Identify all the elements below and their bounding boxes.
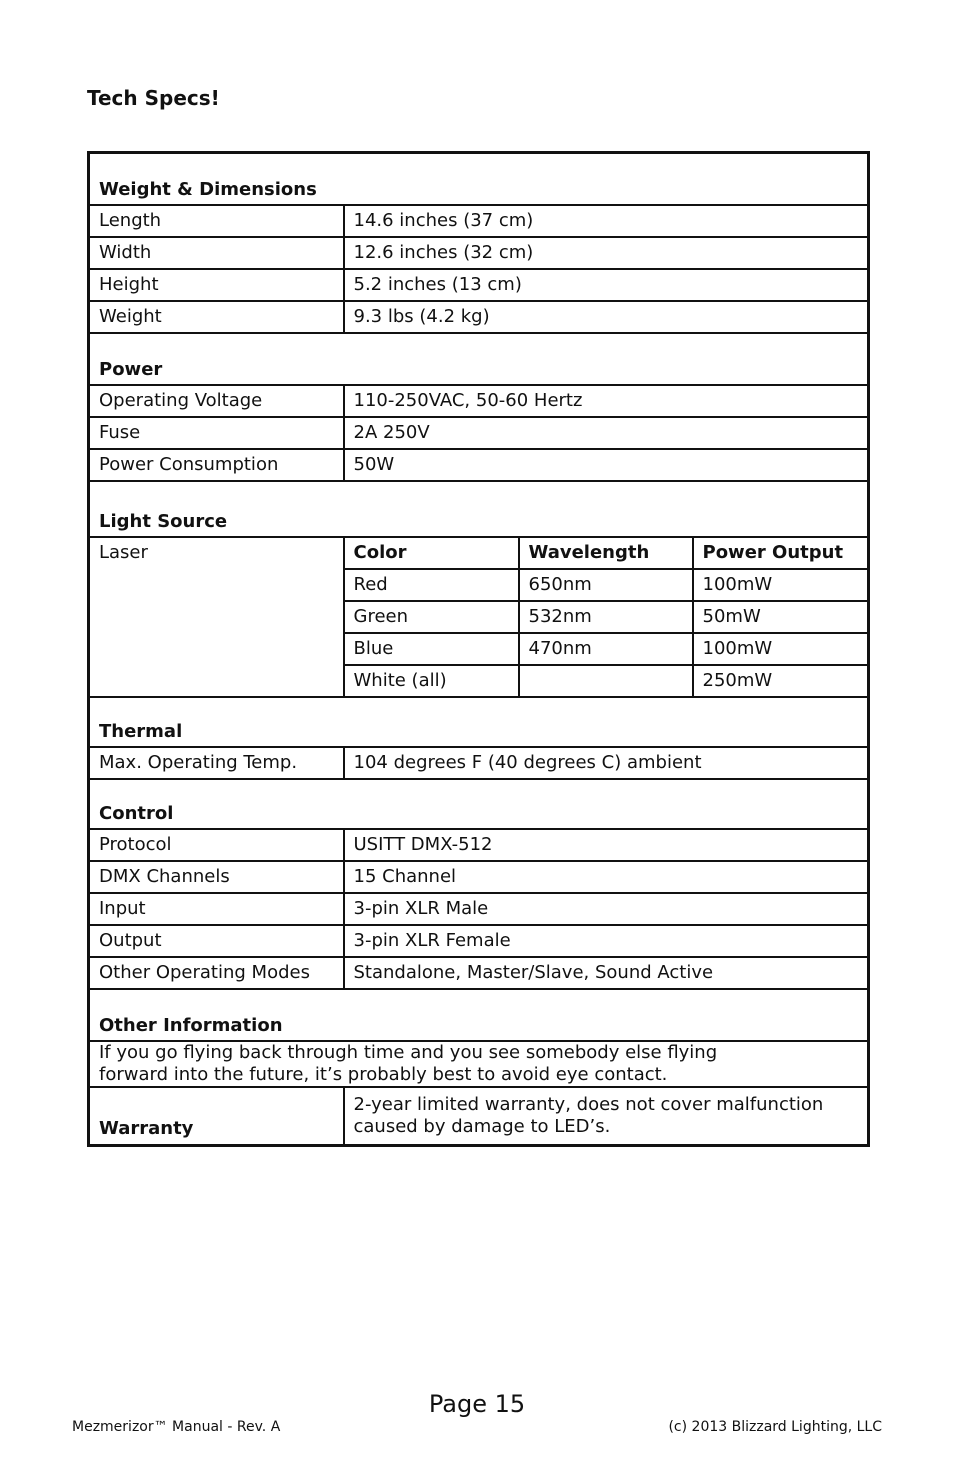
section-header-row [89,481,869,537]
section-header-row [89,989,869,1041]
table-row [89,205,869,237]
tech-specs-table [87,151,870,1147]
warranty-line: 2-year limited warranty, does not cover malfunction [353,1094,824,1115]
section-thermal-heading: Thermal [89,697,869,747]
spec-value: 3-pin XLR Female [344,925,869,957]
table-row [89,957,869,989]
table-row [89,893,869,925]
laser-color: Green [344,601,519,633]
section-header-row [89,697,869,747]
section-light-heading: Light Source [89,481,869,537]
warranty-value [344,1087,869,1146]
table-row [89,1041,869,1087]
laser-power: 250mW [693,665,869,697]
table-row [89,301,869,333]
column-header-color: Color [344,537,519,569]
warranty-label: Warranty [89,1087,344,1146]
laser-wavelength: 532nm [519,601,693,633]
spec-value: 2A 250V [344,417,869,449]
spec-value: 3-pin XLR Male [344,893,869,925]
spec-label: Max. Operating Temp. [89,747,344,779]
laser-power: 100mW [693,569,869,601]
table-row [89,269,869,301]
table-row [89,925,869,957]
laser-color: Red [344,569,519,601]
laser-wavelength [519,665,693,697]
laser-wavelength: 470nm [519,633,693,665]
spec-label: Operating Voltage [89,385,344,417]
other-information-line: If you go flying back through time and you see somebody else flying [99,1042,718,1063]
spec-value: 104 degrees F (40 degrees C) ambient [344,747,869,779]
laser-power: 50mW [693,601,869,633]
spec-value: 110-250VAC, 50-60 Hertz [344,385,869,417]
spec-label: Fuse [89,417,344,449]
spec-label-laser: Laser [89,537,344,697]
spec-label: Protocol [89,829,344,861]
spec-value: 14.6 inches (37 cm) [344,205,869,237]
table-row [89,1087,869,1146]
laser-color: Blue [344,633,519,665]
column-header-power-output: Power Output [693,537,869,569]
spec-label: Power Consumption [89,449,344,481]
laser-power: 100mW [693,633,869,665]
table-row [89,385,869,417]
spec-label: Weight [89,301,344,333]
spec-label: Width [89,237,344,269]
table-row [89,829,869,861]
section-header-row [89,779,869,829]
spec-value: 12.6 inches (32 cm) [344,237,869,269]
column-header-wavelength: Wavelength [519,537,693,569]
table-row [89,417,869,449]
spec-value: 15 Channel [344,861,869,893]
laser-wavelength: 650nm [519,569,693,601]
table-row [89,237,869,269]
page-number: Page 15 [428,1390,526,1418]
spec-value: 50W [344,449,869,481]
spec-label: Height [89,269,344,301]
other-information-text [89,1041,869,1087]
footer-copyright: (c) 2013 Blizzard Lighting, LLC [668,1419,882,1435]
section-header-row [89,333,869,385]
spec-label: Input [89,893,344,925]
laser-color: White (all) [344,665,519,697]
other-information-line: forward into the future, it’s probably best to avoid eye contact. [99,1064,668,1085]
spec-label: DMX Channels [89,861,344,893]
page-title: Tech Specs! [87,86,220,110]
spec-label: Output [89,925,344,957]
spec-label: Length [89,205,344,237]
table-row [89,449,869,481]
table-row [89,861,869,893]
section-weight-heading: Weight & Dimensions [89,153,869,206]
table-row [89,747,869,779]
footer-manual-title: Mezmerizor™ Manual - Rev. A [72,1419,281,1435]
section-power-heading: Power [89,333,869,385]
section-header-row [89,153,869,206]
section-other-heading: Other Information [89,989,869,1041]
section-control-heading: Control [89,779,869,829]
table-row [89,537,869,569]
spec-value: 9.3 lbs (4.2 kg) [344,301,869,333]
spec-value: 5.2 inches (13 cm) [344,269,869,301]
warranty-line: caused by damage to LED’s. [353,1116,611,1137]
spec-label: Other Operating Modes [89,957,344,989]
spec-value: USITT DMX-512 [344,829,869,861]
spec-value: Standalone, Master/Slave, Sound Active [344,957,869,989]
